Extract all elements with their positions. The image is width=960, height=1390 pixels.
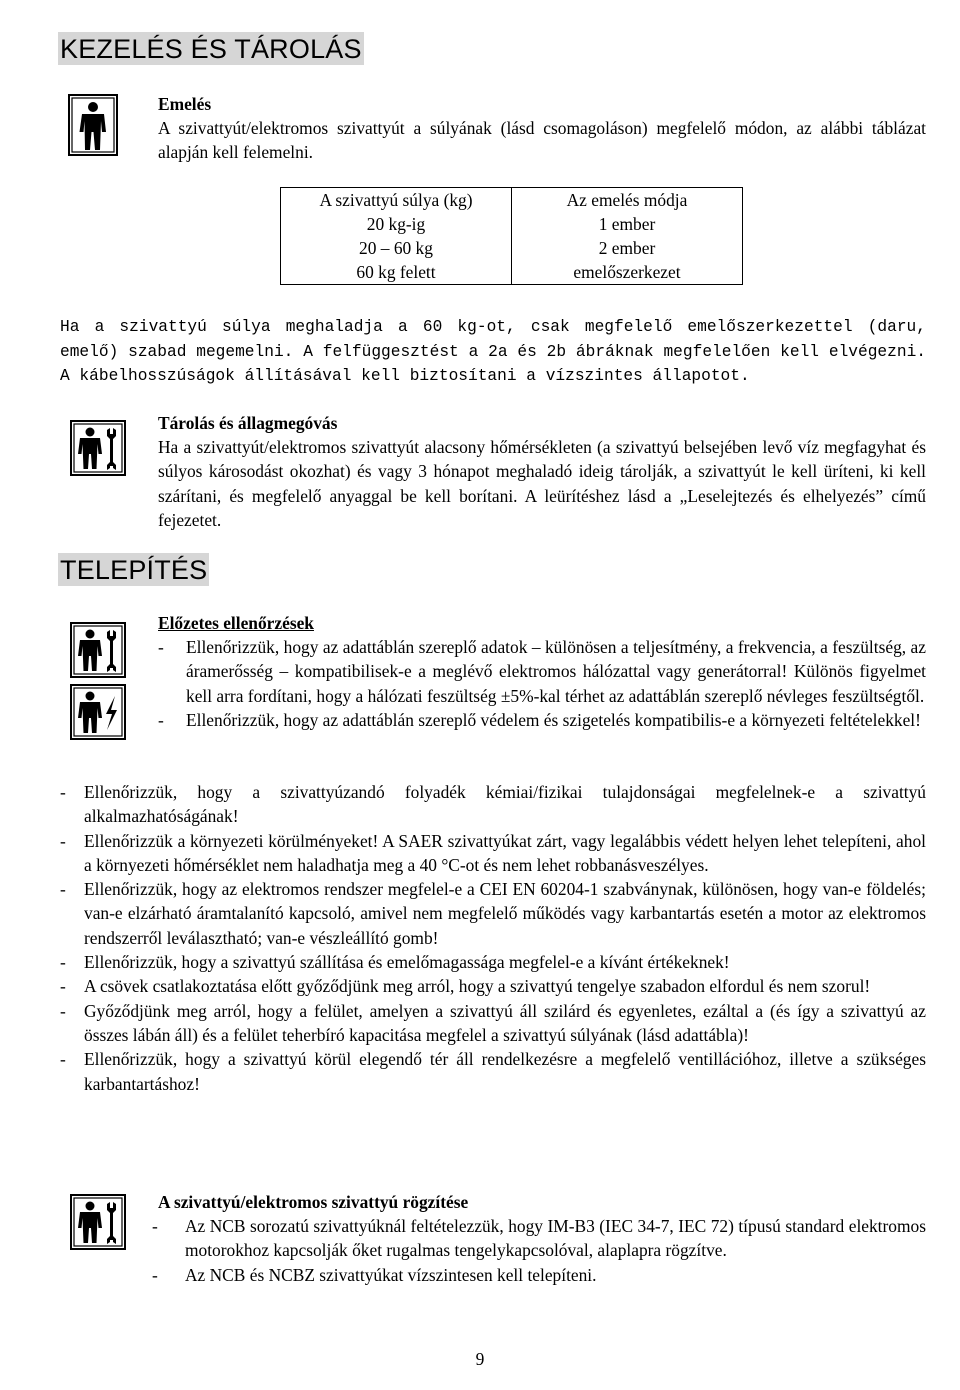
table-cell: 60 kg felett — [281, 260, 512, 285]
list-item-text: Az NCB sorozatú szivattyúknál feltételezzük, hogy IM-B3 (IEC 34-7, IEC 72) típusú standard elektromos motorokhoz kapcsolják őket rugalmas tengelykapcsolóval, alaplapra rögzítve. — [185, 1216, 926, 1261]
prechecks-heading: Előzetes ellenőrzések — [158, 613, 314, 633]
list-item-text: Ellenőrizzük, hogy az elektromos rendszer megfelel-e a CEI EN 60204-1 szabványnak, különösen, hogy van-e földelés; van-e elzárható áramtalanító kapcsoló, amivel nem megfelelő működés vagy karbantartás esetén a motor az elektromos rendszerről leválasztható; van-e vészleállító gomb! — [84, 879, 926, 948]
storage-heading: Tárolás és állagmegóvás — [158, 413, 338, 433]
person-wrench-icon — [70, 622, 126, 678]
list-item — [60, 999, 926, 1048]
person-wrench-icon — [70, 420, 126, 476]
lifting-table — [280, 187, 743, 285]
bullet-dash: - — [60, 1049, 66, 1070]
section-title-install: TELEPÍTÉS — [60, 555, 208, 585]
list-item — [60, 780, 926, 829]
lifting-heading: Emelés — [158, 94, 212, 114]
list-item — [60, 877, 926, 950]
prechecks-list-indented — [158, 635, 926, 732]
fixing-heading: A szivattyú/elektromos szivattyú rögzítése — [158, 1192, 469, 1212]
list-item-text: Ellenőrizzük, hogy a szivattyú körül elegendő tér áll rendelkezésre a megfelelő ventillációhoz, illetve a szükséges karbantartáshoz! — [84, 1049, 926, 1094]
list-item-text: Ellenőrizzük, hogy az adattáblán szereplő adatok – különösen a teljesítmény, a frekvencia, a feszültség, az áramerősség – kompatibilisek-e a meglévő elektromos hálózattal vagy generátorral! Különös figyelmet kell arra fordítani, hogy a hálózati feszültség ±5%-kal térhet az adattáblán szereplő névleges feszültségtől. — [186, 637, 926, 706]
bullet-dash: - — [60, 1000, 66, 1021]
bullet-dash: - — [152, 1264, 158, 1285]
list-item — [60, 829, 926, 878]
lifting-intro: A szivattyút/elektromos szivattyút a súlyának (lásd csomagoláson) megfelelő módon, az alábbi táblázat alapján kell felemelni. — [158, 118, 926, 163]
bullet-dash: - — [60, 952, 66, 973]
table-cell: 20 – 60 kg — [281, 236, 512, 260]
list-item — [152, 1214, 926, 1263]
list-item — [60, 974, 926, 998]
list-item-text: Ellenőrizzük, hogy az adattáblán szereplő védelem és szigetelés kompatibilis-e a környezeti feltételekkel! — [186, 709, 921, 730]
table-header-weight: A szivattyú súlya (kg) — [281, 188, 512, 213]
bullet-dash: - — [60, 879, 66, 900]
table-header-method: Az emelés módja — [512, 188, 743, 213]
table-cell: 2 ember — [512, 236, 743, 260]
list-item-text: Győződjünk meg arról, hogy a felület, amelyen a szivattyú áll szilárd és egyenletes, ezáltal a (és így a szivattyú az összes lábán áll) és a felület teherbíró kapacitása megfelel a szivattyú súlyának (lásd adattábla)! — [84, 1000, 926, 1045]
section-title-handling: KEZELÉS ÉS TÁROLÁS — [60, 34, 362, 64]
list-item-text: Ellenőrizzük, hogy a szivattyúzandó folyadék kémiai/fizikai tulajdonságai megfelelnek-e a szivattyú alkalmazhatóságának! — [84, 782, 926, 827]
table-cell: 20 kg-ig — [281, 212, 512, 236]
table-row — [281, 212, 743, 236]
list-item — [60, 1047, 926, 1096]
list-item-text: Ellenőrizzük, hogy a szivattyú szállítása és emelőmagassága megfelel-e a kívánt értékeknek! — [84, 952, 730, 973]
list-item-text: Az NCB és NCBZ szivattyúkat vízszintesen kell telepíteni. — [185, 1264, 597, 1285]
list-item — [60, 950, 926, 974]
person-wrench-icon — [70, 1194, 126, 1250]
list-item-text: A csövek csatlakoztatása előtt győződjünk meg arról, hogy a szivattyú tengelye szabadon elfordul és nem szorul! — [84, 976, 871, 997]
table-cell: 1 ember — [512, 212, 743, 236]
storage-text: Ha a szivattyút/elektromos szivattyút alacsony hőmérsékleten (a szivattyú belsejében levő víz megfagyhat és súlyos károsodást okozhat) és vagy 3 hónapot meghaladó ideig tárolják, a szivattyút le kell üríteni, ki kell szárítani, és megfelelő anyaggal be kell borítani. A leürítéshez lásd a „Leselejtezés és elhelyezés” című fejezetet. — [158, 437, 926, 530]
prechecks-list — [60, 780, 926, 1096]
fixing-list — [152, 1214, 926, 1287]
bullet-dash: - — [60, 830, 66, 851]
person-electric-icon — [70, 684, 126, 740]
list-item-text: Ellenőrizzük a környezeti körülményeket! A SAER szivattyúkat zárt, vagy legalábbis védett helyen lehet telepíteni, ahol a környezeti hőmérséklet nem haladhatja meg a 40 °C-ot és nem lehet robbanásveszélyes. — [84, 830, 926, 875]
bullet-dash: - — [152, 1216, 158, 1236]
table-cell: emelőszerkezet — [512, 260, 743, 285]
bullet-dash: - — [60, 782, 66, 802]
page-number: 9 — [475, 1349, 485, 1369]
bullet-dash: - — [60, 976, 66, 997]
list-item — [158, 635, 926, 708]
bullet-dash: - — [158, 637, 164, 657]
table-row — [281, 260, 743, 285]
table-row — [281, 236, 743, 260]
person-icon — [68, 94, 118, 156]
list-item — [158, 708, 926, 732]
bullet-dash: - — [158, 709, 164, 730]
list-item — [152, 1263, 926, 1287]
lifting-note: Ha a szivattyú súlya meghaladja a 60 kg-ot, csak megfelelő emelőszerkezettel (daru, emelő) szabad megemelni. A felfüggesztést a 2a és 2b ábráknak megfelelően kell elvégezni. A kábelhosszúságok állításával kell biztosítani a vízszintes állapotot. — [60, 318, 926, 385]
